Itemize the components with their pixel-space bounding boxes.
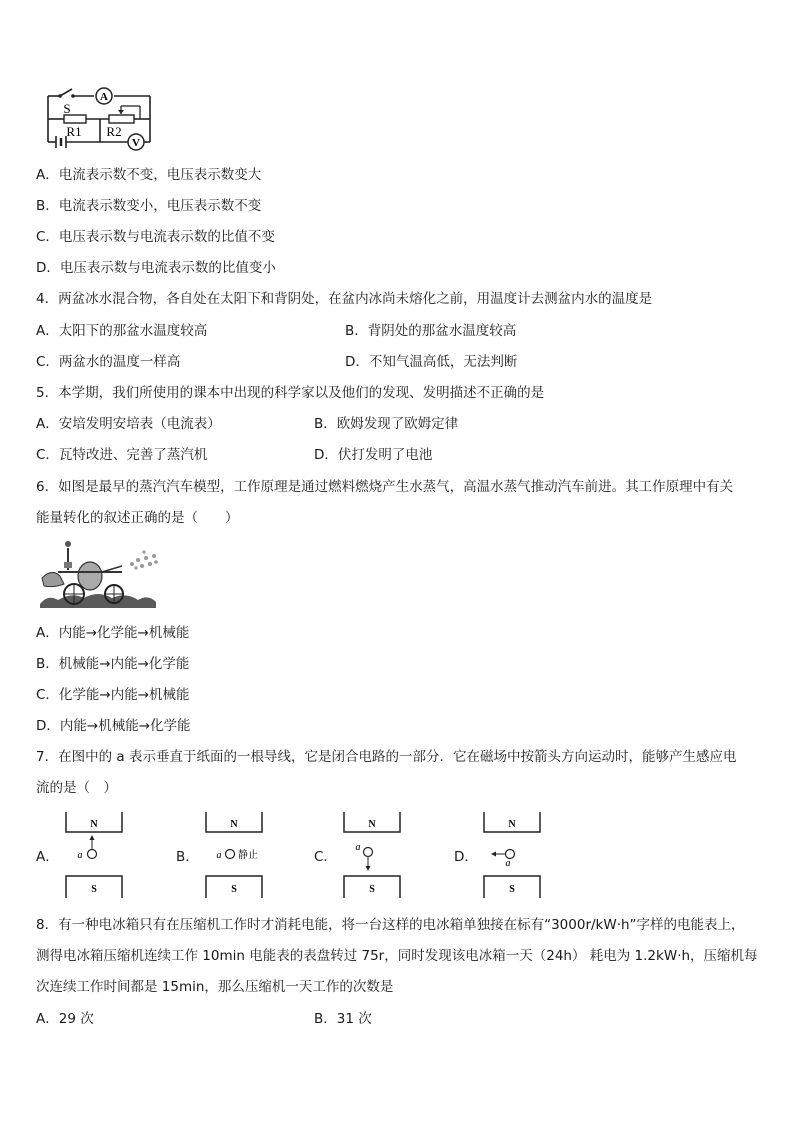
q8-stem-line1: 8．有一种电冰箱只有在压缩机工作时才消耗电能，将一台这样的电冰箱单独接在标有“3000r/kW·h”字样的电能表上，	[36, 917, 745, 933]
q4-option-c[interactable]: C．两盆水的温度一样高	[36, 354, 181, 370]
q4-option-b[interactable]: B．背阴处的那盆水温度较高	[345, 323, 517, 339]
q7-option-c-letter[interactable]: C．	[314, 849, 337, 865]
q5-option-a[interactable]: A．安培发明安培表（电流表）	[36, 416, 221, 432]
r2-resistor-icon	[109, 115, 134, 123]
svg-text:a: a	[77, 850, 83, 861]
q7-magnet-figure-a	[60, 812, 130, 898]
q6-option-b[interactable]: B．机械能→内能→化学能	[36, 656, 190, 672]
circuit-diagram	[44, 86, 154, 152]
q7-stem-line2: 流的是（ ）	[36, 780, 117, 796]
q7-magnet-figure-d	[478, 812, 548, 898]
q3-option-d[interactable]: D．电压表示数与电流表示数的比值变小	[36, 260, 276, 276]
q7-option-b-letter[interactable]: B．	[176, 849, 199, 865]
q7-option-d-letter[interactable]: D．	[454, 849, 478, 865]
q7-stem-line1: 7．在图中的 a 表示垂直于纸面的一根导线，它是闭合电路的一部分．它在磁场中按箭头方向运动时，能够产生感应电	[36, 749, 737, 765]
q8-stem-line2: 测得电冰箱压缩机连续工作 10min 电能表的表盘转过 75r，同时发现该电冰箱一天（24h） 耗电为 1.2kW·h，压缩机每	[36, 948, 758, 964]
r1-resistor-icon	[64, 115, 86, 123]
battery-icon	[56, 136, 66, 148]
svg-text:N: N	[90, 819, 98, 830]
svg-text:S: S	[231, 884, 237, 895]
arrow-up-icon	[90, 835, 95, 840]
q3-option-b[interactable]: B．电流表示数变小，电压表示数不变	[36, 198, 262, 214]
svg-text:S: S	[509, 884, 515, 895]
q6-option-a[interactable]: A．内能→化学能→机械能	[36, 625, 190, 641]
q7-option-a-letter[interactable]: A．	[36, 849, 59, 865]
svg-text:N: N	[230, 819, 238, 830]
svg-text:N: N	[368, 819, 376, 830]
q6-stem-line2: 能量转化的叙述正确的是（ ）	[36, 510, 239, 526]
q3-option-c[interactable]: C．电压表示数与电流表示数的比值不变	[36, 229, 275, 245]
svg-text:S: S	[63, 101, 71, 116]
q8-option-a[interactable]: A．29 次	[36, 1011, 94, 1027]
q6-option-c[interactable]: C．化学能→内能→机械能	[36, 687, 190, 703]
q5-option-b[interactable]: B．欧姆发现了欧姆定律	[314, 416, 459, 432]
q5-option-d[interactable]: D．伏打发明了电池	[314, 447, 433, 463]
svg-text:a: a	[216, 850, 222, 861]
q4-option-d[interactable]: D．不知气温高低，无法判断	[345, 354, 518, 370]
svg-text:A: A	[100, 91, 108, 103]
q3-option-a[interactable]: A．电流表示数不变，电压表示数变大	[36, 167, 262, 183]
q5-option-c[interactable]: C．瓦特改进、完善了蒸汽机	[36, 447, 208, 463]
q4-stem: 4．两盆冰水混合物，各自处在太阳下和背阴处，在盆内冰尚未熔化之前，用温度计去测盆内水的温度是	[36, 291, 653, 307]
q8-option-b[interactable]: B．31 次	[314, 1011, 372, 1027]
q4-option-a[interactable]: A．太阳下的那盆水温度较高	[36, 323, 208, 339]
q6-stem-line1: 6．如图是最早的蒸汽汽车模型，工作原理是通过燃料燃烧产生水蒸气，高温水蒸气推动汽车前进。其工作原理中有关	[36, 479, 734, 495]
svg-text:a: a	[355, 842, 361, 853]
svg-text:R1: R1	[66, 124, 82, 139]
arrow-left-icon	[491, 852, 496, 857]
arrow-down-icon	[366, 866, 371, 871]
svg-text:R2: R2	[106, 124, 122, 139]
q5-stem: 5．本学期，我们所使用的课本中出现的科学家以及他们的发现、发明描述不正确的是	[36, 385, 545, 401]
q6-option-d[interactable]: D．内能→机械能→化学能	[36, 718, 191, 734]
q8-stem-line3: 次连续工作时间都是 15min，那么压缩机一天工作的次数是	[36, 979, 394, 995]
svg-text:N: N	[508, 819, 516, 830]
wire-a-icon	[226, 850, 235, 859]
wire-a-icon	[364, 848, 373, 857]
steam-car-picture	[38, 538, 162, 610]
svg-text:静止: 静止	[238, 850, 258, 861]
svg-text:S: S	[369, 884, 375, 895]
svg-text:a: a	[505, 858, 511, 869]
wire-a-icon	[88, 850, 97, 859]
svg-text:V: V	[132, 137, 140, 149]
svg-text:S: S	[91, 884, 97, 895]
q7-magnet-figure-c	[338, 812, 408, 898]
q7-magnet-figure-b	[200, 812, 270, 898]
